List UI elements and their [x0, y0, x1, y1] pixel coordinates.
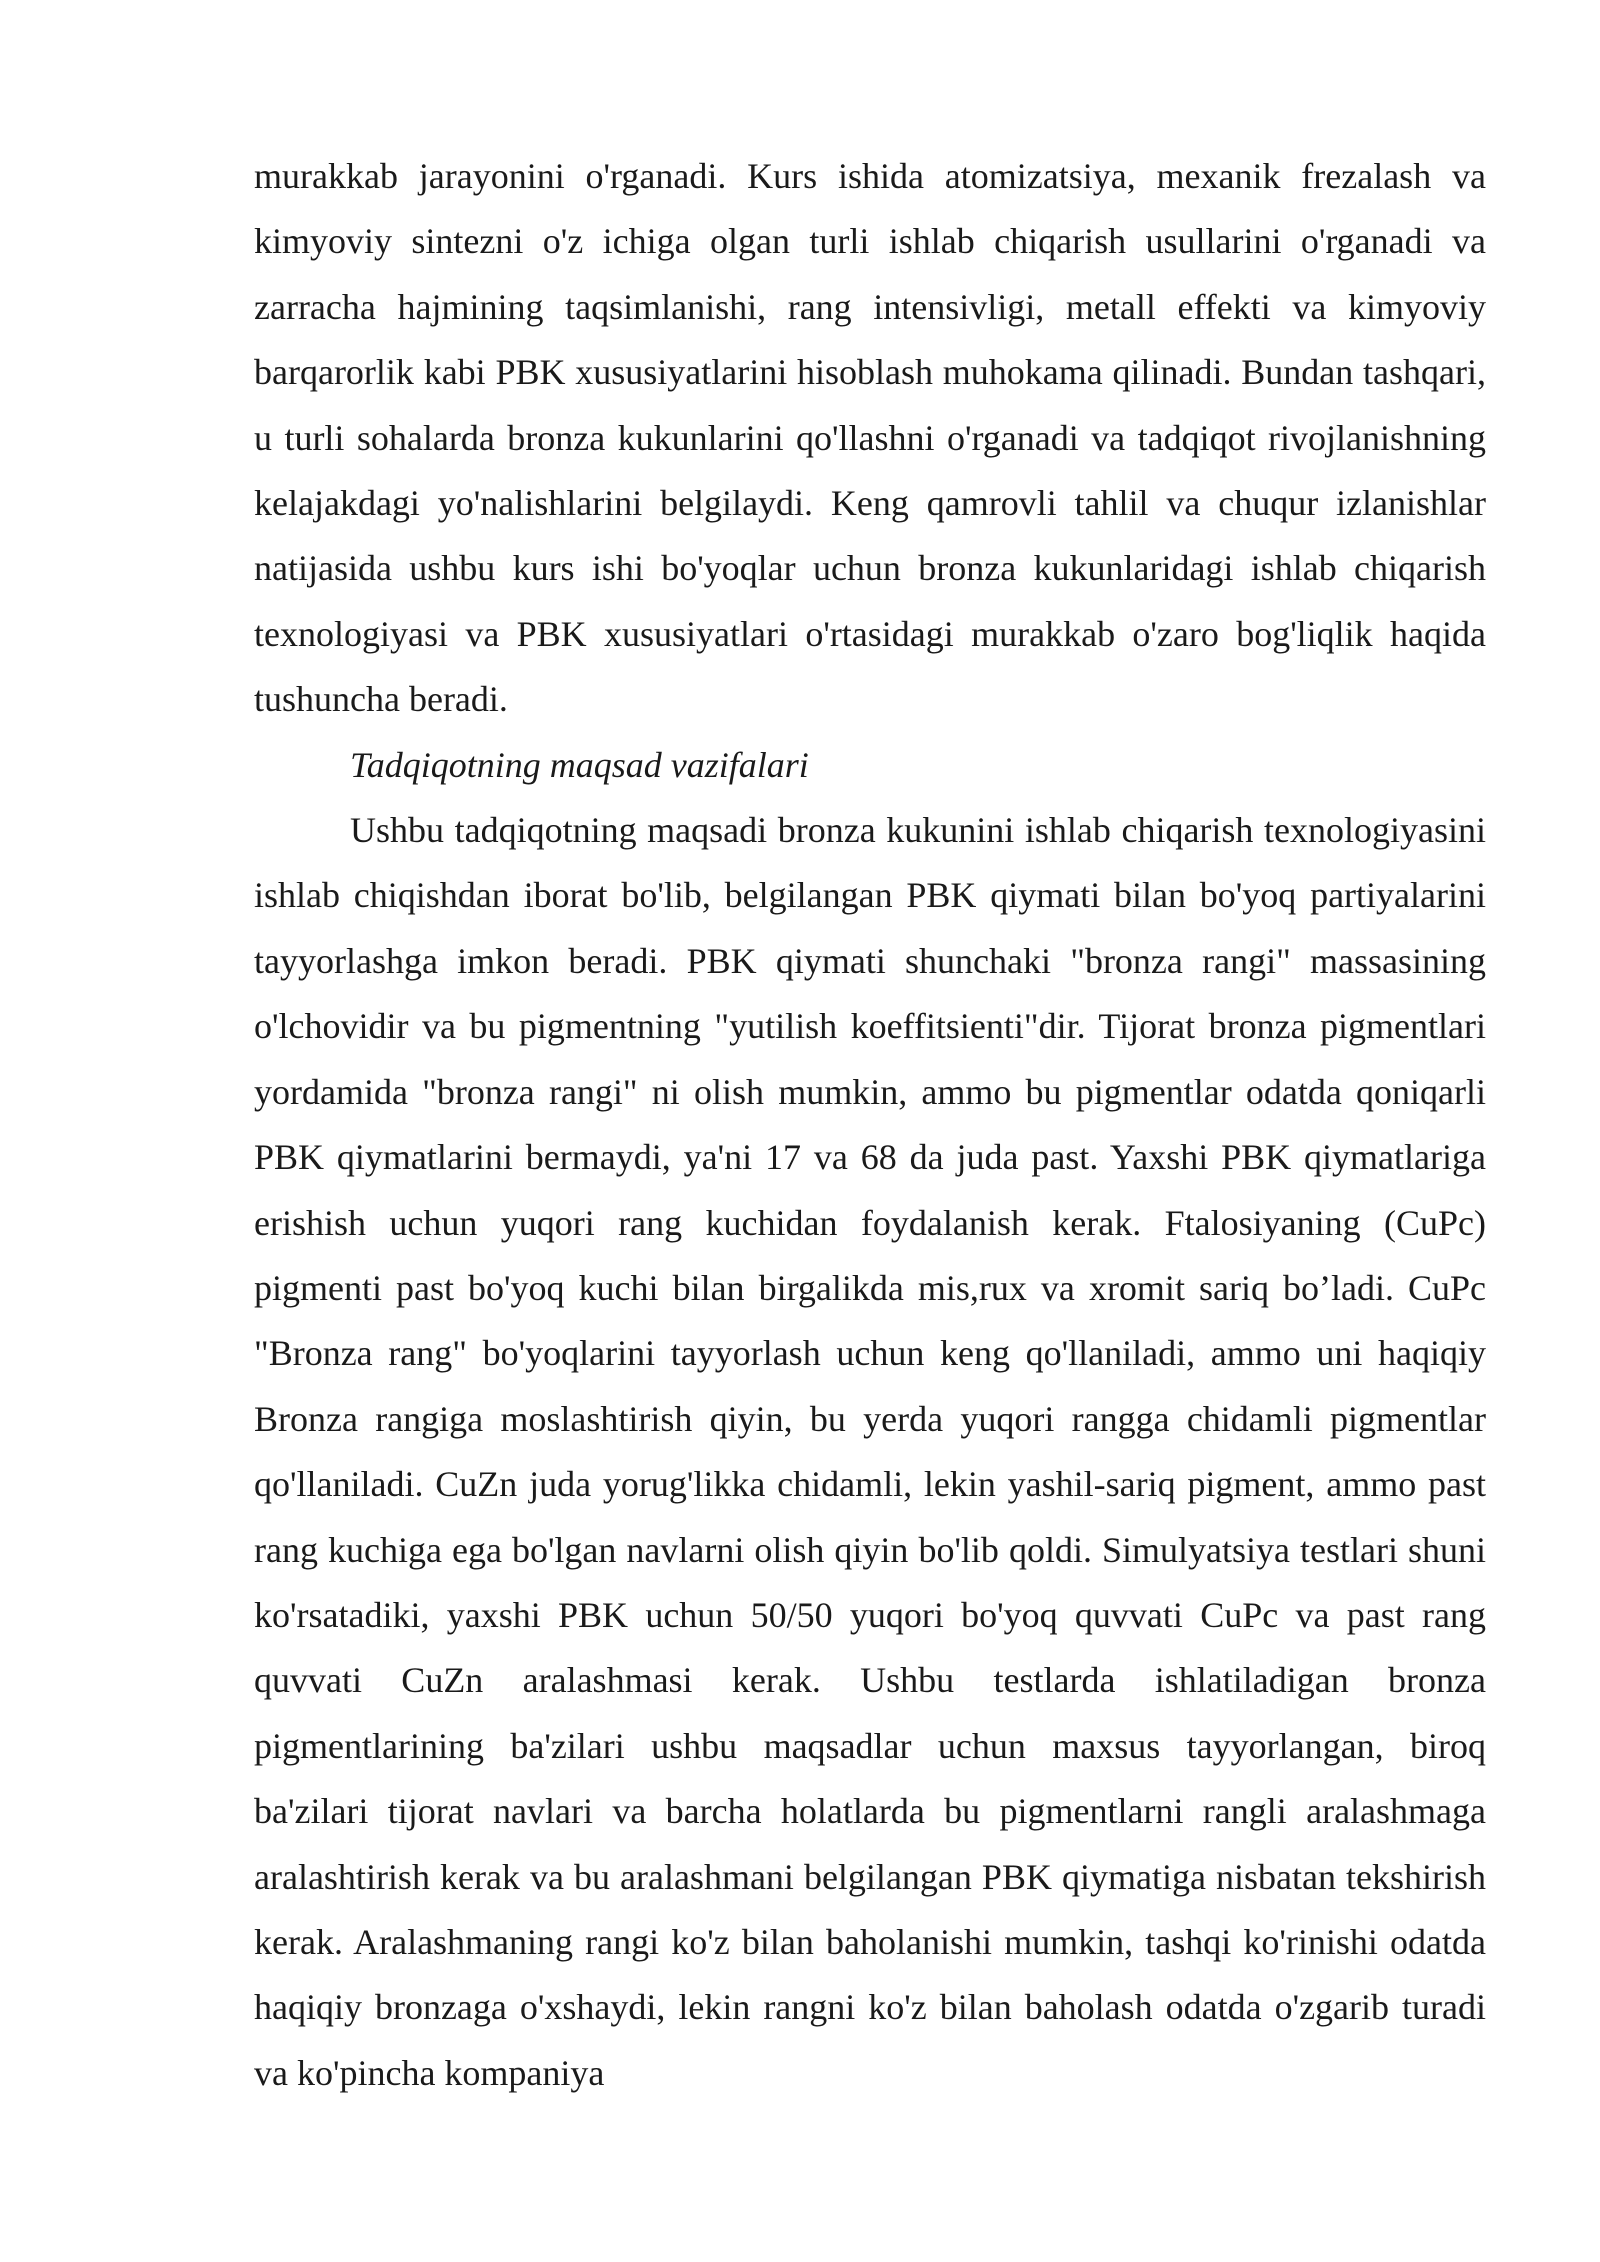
- document-page: [254, 144, 1486, 2106]
- section-heading: Tadqiqotning maqsad vazifalari: [350, 744, 809, 785]
- body-paragraph: murakkab jarayonini o'rganadi. Kurs ishida atomizatsiya, mexanik frezalash va kimyoviy sintezni o'z ichiga olgan turli ishlab chiqarish usullarini o'rganadi va zarracha hajmining taqsimlanishi, rang intensivligi, metall effekti va kimyoviy barqarorlik kabi PBK xususiyatlarini hisoblash muhokama qilinadi. Bundan tashqari, u turli sohalarda bronza kukunlarini qo'llashni o'rganadi va tadqiqot rivojlanishning kelajakdagi yo'nalishlarini belgilaydi. Keng qamrovli tahlil va chuqur izlanishlar natijasida ushbu kurs ishi bo'yoqlar uchun bronza kukunlaridagi ishlab chiqarish texnologiyasi va PBK xususiyatlari o'rtasidagi murakkab o'zaro bog'liqlik haqida tushuncha beradi.: [254, 156, 1486, 720]
- body-paragraph: Ushbu tadqiqotning maqsadi bronza kukunini ishlab chiqarish texnologiyasini ishlab chiqishdan iborat bo'lib, belgilangan PBK qiymati bilan bo'yoq partiyalarini tayyorlashga imkon beradi. PBK qiymati shunchaki "bronza rangi" massasining o'lchovidir va bu pigmentning "yutilish koeffitsienti"dir. Tijorat bronza pigmentlari yordamida "bronza rangi" ni olish mumkin, ammo bu pigmentlar odatda qoniqarli PBK qiymatlarini bermaydi, ya'ni 17 va 68 da juda past. Yaxshi PBK qiymatlariga erishish uchun yuqori rang kuchidan foydalanish kerak. Ftalosiyaning (CuPc) pigmenti past bo'yoq kuchi bilan birgalikda mis,rux va xromit sariq bo’ladi. CuPc "Bronza rang" bo'yoqlarini tayyorlash uchun keng qo'llaniladi, ammo uni haqiqiy Bronza rangiga moslashtirish qiyin, bu yerda yuqori rangga chidamli pigmentlar qo'llaniladi. CuZn juda yorug'likka chidamli, lekin yashil-sariq pigment, ammo past rang kuchiga ega bo'lgan navlarni olish qiyin bo'lib qoldi. Simulyatsiya testlari shuni ko'rsatadiki, yaxshi PBK uchun 50/50 yuqori bo'yoq quvvati CuPc va past rang quvvati CuZn aralashmasi kerak. Ushbu testlarda ishlatiladigan bronza pigmentlarining ba'zilari ushbu maqsadlar uchun maxsus tayyorlangan, biroq ba'zilari tijorat navlari va barcha holatlarda bu pigmentlarni rangli aralashmaga aralashtirish kerak va bu aralashmani belgilangan PBK qiymatiga nisbatan tekshirish kerak. Aralashmaning rangi ko'z bilan baholanishi mumkin, tashqi ko'rinishi odatda haqiqiy bronzaga o'xshaydi, lekin rangni ko'z bilan baholash odatda o'zgarib turadi va ko'pincha kompaniya: [254, 810, 1486, 2093]
